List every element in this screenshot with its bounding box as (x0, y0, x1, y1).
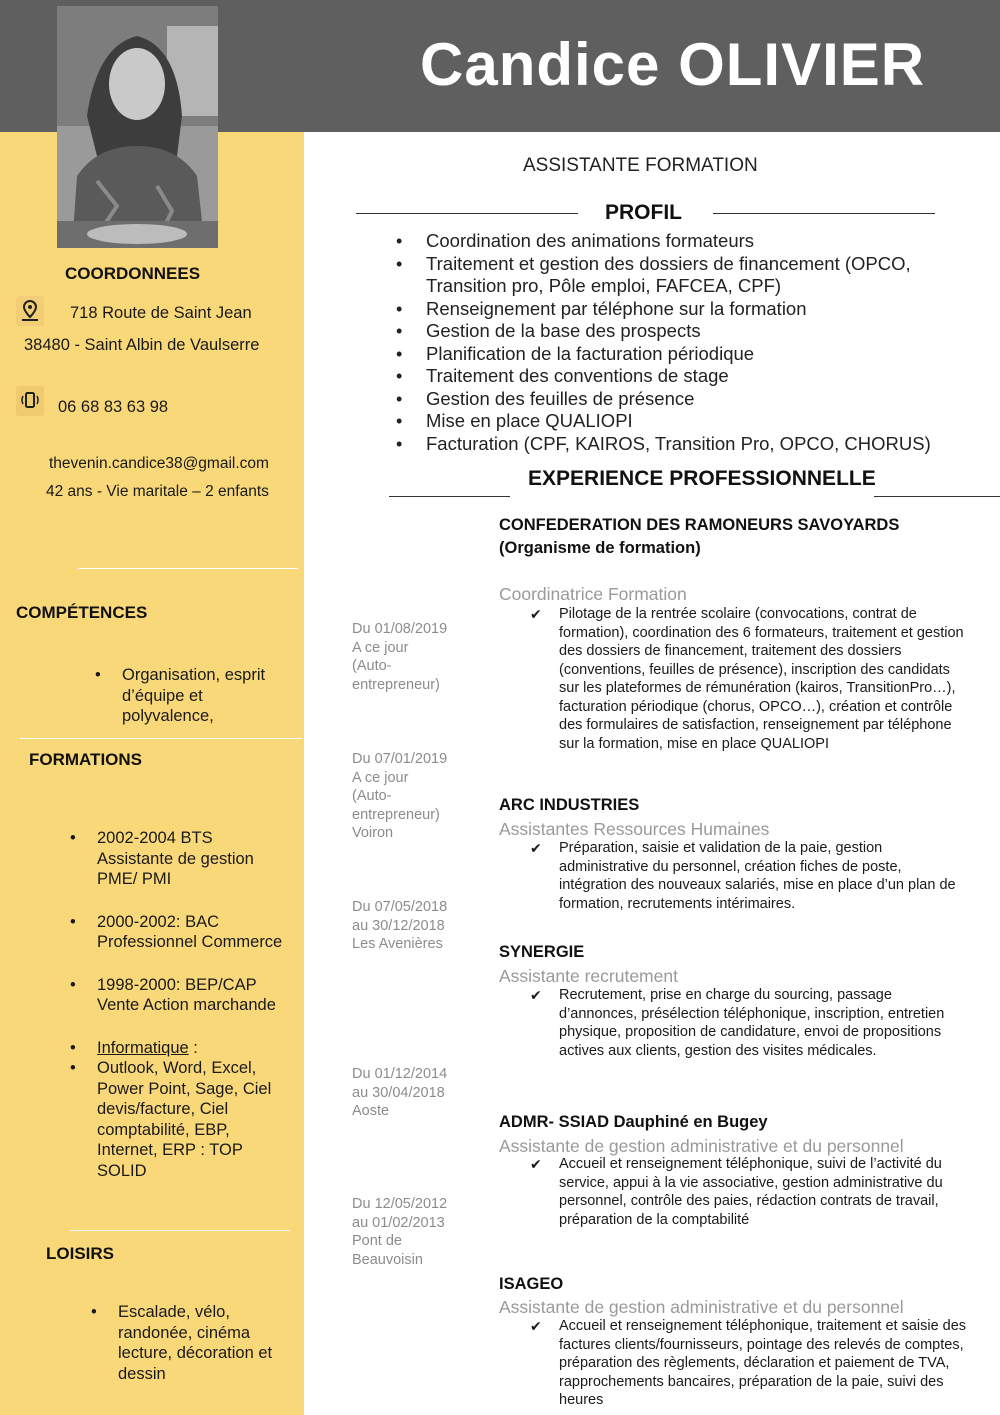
address-line-2: 38480 - Saint Albin de Vaulserre (24, 336, 260, 354)
phone-icon (16, 386, 44, 416)
education-heading: FORMATIONS (29, 750, 143, 769)
profile-rule-left (356, 213, 578, 214)
job-role: Assistante recrutement (499, 966, 678, 986)
experience-heading: EXPERIENCE PROFESSIONNELLE (528, 467, 876, 490)
profile-heading: PROFIL (605, 201, 682, 224)
job-description: Préparation, saisie et validation de la paie, gestion administrative du personnel, création fiches de poste, intégration des nouveaux salariés, mise en place d’un plan de formation, recrutements intérimaires. (559, 840, 956, 912)
it-label-suffix: : (188, 1038, 198, 1057)
experience-rule-left (389, 496, 510, 497)
job-title: ASSISTANTE FORMATION (523, 155, 758, 176)
job-description: Accueil et renseignement téléphonique, traitement et saisie des factures clients/fournisseurs, pointage des relevés de comptes, préparation des règlements, déclaration et paiement de TVA, rapprochements bancaires, préparation de la paie, suivi des heures (559, 1318, 967, 1408)
job-dates: Du 07/05/2018 au 30/12/2018 Les Avenières (352, 899, 448, 952)
profile-item: • Coordination des animations formateurs (426, 230, 966, 253)
job-description: Recrutement, prise en charge du sourcing, passage d’annonces, présélection téléphonique, inscription, entretien physique, proposition de candidature, envoi de propositions actives aux clients, gestion des visites médicales. (559, 987, 945, 1059)
hobbies-list (118, 1302, 288, 1384)
skills-list (122, 665, 292, 727)
it-tools-item: • Outlook, Word, Excel, Power Point, Sage, Ciel devis/facture, Ciel comptabilité, EBP, Internet, ERP : TOP SOLID (97, 1058, 287, 1181)
education-item: • 2002-2004 BTS Assistante de gestion PME/ PMI (97, 828, 287, 890)
skill-item: • Organisation, esprit d’équipe et polyvalence, (122, 665, 292, 727)
job-role: Assistante de gestion administrative et du personnel (499, 1297, 904, 1317)
email-address[interactable]: thevenin.candice38@gmail.com (49, 455, 269, 472)
contact-heading: COORDONNEES (65, 264, 201, 283)
profile-item: • Gestion des feuilles de présence (426, 388, 966, 411)
it-label: Informatique (97, 1038, 189, 1057)
company-name: ISAGEO (499, 1275, 564, 1293)
company-name: SYNERGIE (499, 943, 585, 961)
sidebar-divider (70, 1230, 290, 1231)
hobbies-heading: LOISIRS (46, 1244, 115, 1263)
education-list (97, 828, 287, 1181)
job-role: Assistantes Ressources Humaines (499, 819, 770, 839)
job-dates: Du 07/01/2019 A ce jour (Auto- entrepreneur) Voiron (352, 751, 448, 841)
profile-rule-right (713, 213, 935, 214)
profile-item: • Facturation (CPF, KAIROS, Transition Pro, OPCO, CHORUS) (426, 433, 966, 456)
job-role: Coordinatrice Formation (499, 584, 687, 604)
sidebar-divider (20, 738, 302, 739)
check-icon: ✔ (530, 840, 542, 856)
check-icon: ✔ (530, 1156, 542, 1172)
profile-item: • Gestion de la base des prospects (426, 320, 966, 343)
phone-number[interactable]: 06 68 83 63 98 (58, 398, 169, 416)
address-line-1: 718 Route de Saint Jean (70, 304, 252, 322)
it-skills-label-item (97, 1038, 287, 1059)
company-name: ARC INDUSTRIES (499, 796, 640, 814)
profile-item: • Traitement des conventions de stage (426, 365, 966, 388)
portrait-image (57, 6, 218, 248)
candidate-name: Candice OLIVIER (420, 31, 926, 98)
profile-item: • Traitement et gestion des dossiers de financement (OPCO, Transition pro, Pôle emploi, FAFCEA, CPF) (426, 253, 966, 298)
sidebar-divider (78, 568, 298, 569)
check-icon: ✔ (530, 987, 542, 1003)
job-dates: Du 12/05/2012 au 01/02/2013 Pont de Beauvoisin (352, 1196, 448, 1268)
experience-rule-right (874, 496, 1000, 497)
company-name: ADMR- SSIAD Dauphiné en Bugey (499, 1113, 768, 1131)
skills-heading: COMPÉTENCES (16, 603, 148, 622)
personal-info: 42 ans - Vie maritale – 2 enfants (46, 483, 269, 500)
profile-item: • Mise en place QUALIOPI (426, 410, 966, 433)
hobby-item: • Escalade, vélo, randonée, cinéma lecture, décoration et dessin (118, 1302, 288, 1384)
location-icon (16, 296, 44, 326)
company-name: CONFEDERATION DES RAMONEURS SAVOYARDS (Organisme de formation) (499, 516, 900, 557)
job-description: Pilotage de la rentrée scolaire (convocations, contrat de formation), coordination des 6 formateurs, traitement et gestion des dossiers de financement, traitement des dossiers (conventions, feuilles de présence), inscription des candidats sur les plateformes de rémunération (kairos, TransitionPro…), facturation périodique (chorus, OPCO…), création et contrôle des formulaires de satisfaction, renseignement par téléphone sur la formation, mise en place QUALIOPI (559, 606, 964, 752)
education-item: • 1998-2000: BEP/CAP Vente Action marchande (97, 975, 287, 1016)
job-dates: Du 01/08/2019 A ce jour (Auto- entrepreneur) (352, 621, 448, 693)
profile-item: • Planification de la facturation périodique (426, 343, 966, 366)
profile-item: • Renseignement par téléphone sur la formation (426, 298, 966, 321)
job-role: Assistante de gestion administrative et du personnel (499, 1136, 904, 1156)
profile-photo (57, 6, 218, 248)
job-dates: Du 01/12/2014 au 30/04/2018 Aoste (352, 1066, 448, 1119)
check-icon: ✔ (530, 606, 542, 622)
education-item: • 2000-2002: BAC Professionnel Commerce (97, 912, 287, 953)
check-icon: ✔ (530, 1318, 542, 1334)
profile-list (426, 230, 966, 455)
job-description: Accueil et renseignement téléphonique, suivi de l’activité du service, appui à la vie associative, gestion administrative du personnel, contrôle des paies, rédaction contrats de travail, préparation de la comptabilité (559, 1156, 943, 1228)
